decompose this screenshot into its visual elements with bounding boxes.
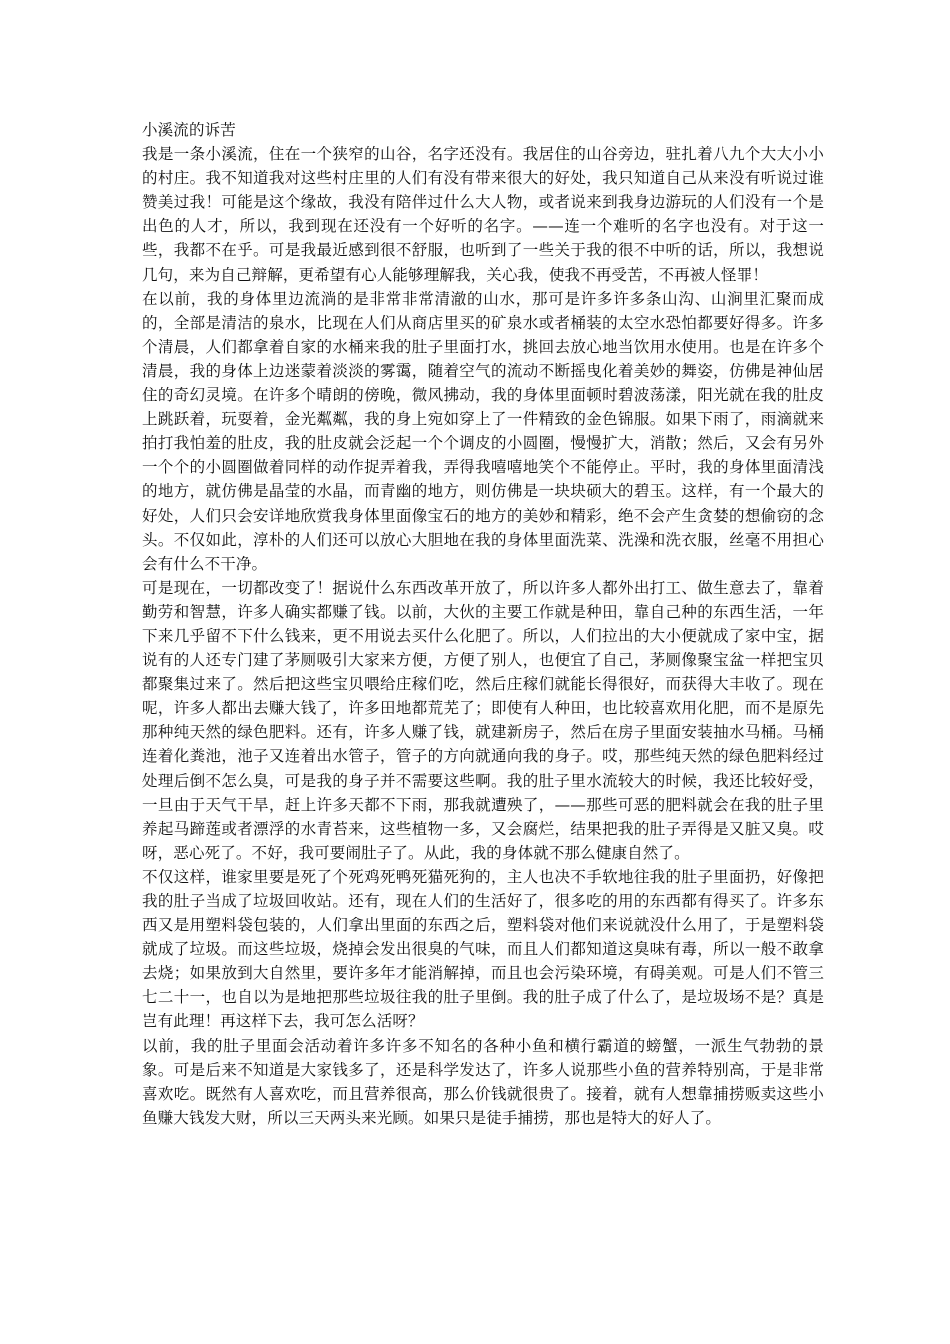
document-title: 小溪流的诉苦: [142, 121, 236, 139]
paragraph-2: 在以前，我的身体里边流淌的是非常非常清澈的山水，那可是许多许多条山沟、山涧里汇聚而成的，全部是清洁的泉水，比现在人们从商店里买的矿泉水或者桶装的太空水恐怕都要好得多。许多个清晨，人们都拿着自家的水桶来我的肚子里面打水，挑回去放心地当饮用水使用。也是在许多个清晨，我的身体上边迷蒙着淡淡的雾霭，随着空气的流动不断摇曳化着美妙的舞姿，仿佛是神仙居住的奇幻灵境。在许多个晴朗的傍晚，微风拂动，我的身体里面顿时碧波荡漾，阳光就在我的肚皮上跳跃着，玩耍着，金光粼粼，我的身上宛如穿上了一件精致的金色锦服。如果下雨了，雨滴就来拍打我怕羞的肚皮，我的肚皮就会泛起一个个调皮的小圆圈，慢慢扩大，消散；然后，又会有另外一个个的小圆圈做着同样的动作捉弄着我，弄得我嘻嘻地笑个不能停止。平时，我的身体里面清浅的地方，就仿佛是晶莹的水晶，而青幽的地方，则仿佛是一块块硕大的碧玉。这样，有一个最大的好处，人们只会安详地欣赏我身体里面像宝石的地方的美妙和精彩，绝不会产生贪婪的想偷窃的念头。不仅如此，淳朴的人们还可以放心大胆地在我的身体里面洗菜、洗澡和洗衣服，丝毫不用担心会有什么不干净。: [142, 289, 824, 573]
paragraph-1: 我是一条小溪流，住在一个狭窄的山谷，名字还没有。我居住的山谷旁边，驻扎着八九个大大小小的村庄。我不知道我对这些村庄里的人们有没有带来很大的好处，我只知道自己从来没有听说过谁赞美过我！可能是这个缘故，我没有陪伴过什么大人物，或者说来到我身边游玩的人们没有一个是出色的人才，所以，我到现在还没有一个好听的名字。——连一个难听的名字也没有。对于这一些，我都不在乎。可是我最近感到很不舒服，也听到了一些关于我的很不中听的话，所以，我想说几句，来为自己辩解，更希望有心人能够理解我，关心我，使我不再受苦，不再被人怪罪！: [142, 145, 824, 284]
paragraph-3: 可是现在，一切都改变了！据说什么东西改革开放了，所以许多人都外出打工、做生意去了，靠着勤劳和智慧，许多人确实都赚了钱。以前，大伙的主要工作就是种田，靠自己种的东西生活，一年下来几乎留不下什么钱来，更不用说去买什么化肥了。所以，人们拉出的大小便就成了家中宝，据说有的人还专门建了茅厕吸引大家来方便，方便了别人，也便宜了自己，茅厕像聚宝盆一样把宝贝都聚集过来了。然后把这些宝贝喂给庄稼们吃，然后庄稼们就能长得很好，而获得大丰收了。现在呢，许多人都出去赚大钱了，许多田地都荒芜了；即使有人种田，也比较喜欢用化肥，而不是原先那种纯天然的绿色肥料。还有，许多人赚了钱，就建新房子，然后在房子里面安装抽水马桶。马桶连着化粪池，池子又连着出水管子，管子的方向就通向我的身子。哎，那些纯天然的绿色肥料经过处理后倒不怎么臭，可是我的身子并不需要这些啊。我的肚子里水流较大的时候，我还比较好受，一旦由于天气干旱，赶上许多天都不下雨，那我就遭殃了，——那些可恶的肥料就会在我的肚子里养起马蹄莲或者漂浮的水青苔来，这些植物一多，又会腐烂，结果把我的肚子弄得是又脏又臭。哎呀，恶心死了。不好，我可要闹肚子了。从此，我的身体就不那么健康自然了。: [142, 578, 824, 862]
paragraph-5: 以前，我的肚子里面会活动着许多许多不知名的各种小鱼和横行霸道的螃蟹，一派生气勃勃的景象。可是后来不知道是大家钱多了，还是科学发达了，许多人说那些小鱼的营养特别高，于是非常喜欢吃。既然有人喜欢吃，而且营养很高，那么价钱就很贵了。接着，就有人想靠捕捞贩卖这些小鱼赚大钱发大财，所以三天两头来光顾。如果只是徒手捕捞，那也是特大的好人了。: [142, 1036, 824, 1127]
document-body: [142, 118, 824, 1130]
paragraph-4: 不仅这样，谁家里要是死了个死鸡死鸭死猫死狗的，主人也决不手软地往我的肚子里面扔，好像把我的肚子当成了垃圾回收站。还有，现在人们的生活好了，很多吃的用的东西都有得买了。许多东西又是用塑料袋包装的，人们拿出里面的东西之后，塑料袋对他们来说就没什么用了，于是塑料袋就成了垃圾。而这些垃圾，烧掉会发出很臭的气味，而且人们都知道这臭味有毒，所以一般不敢拿去烧；如果放到大自然里，要许多年才能消解掉，而且也会污染环境，有碍美观。可是人们不管三七二十一，也自以为是地把那些垃圾往我的肚子里倒。我的肚子成了什么了，是垃圾场不是？真是岂有此理！再这样下去，我可怎么活呀？: [142, 867, 824, 1031]
